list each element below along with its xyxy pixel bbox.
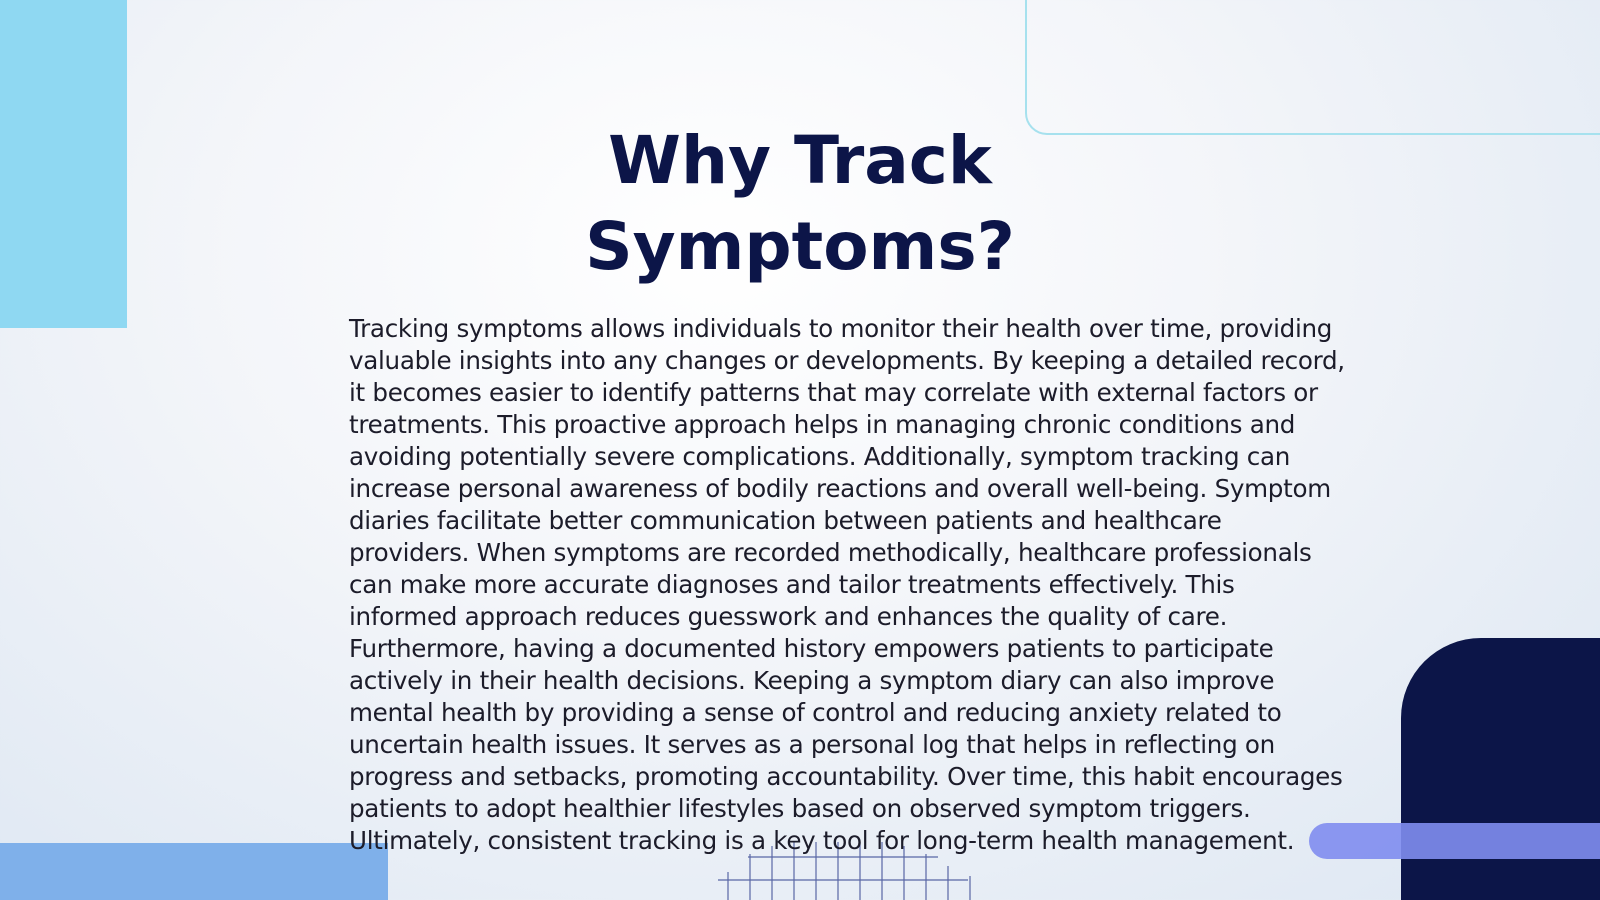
slide-body-text: Tracking symptoms allows individuals to monitor their health over time, providing valuable insights into any changes or developments. By keeping a detailed record, it becomes easier to identify patterns that may correlate with external factors or treatments. This proactive approach helps in managing chronic conditions and avoiding potentially severe complications. Additionally, symptom tracking can increase personal awareness of bodily reactions and overall well-being. Symptom diaries facilitate better communication between patients and healthcare providers. When symptoms are recorded methodically, healthcare professionals can make more accurate diagnoses and tailor treatments effectively. This informed approach reduces guesswork and enhances the quality of care. Furthermore, having a documented history empowers patients to participate actively in their health decisions. Keeping a symptom diary can also improve mental health by providing a sense of control and reducing anxiety related to uncertain health issues. It serves as a personal log that helps in reflecting on progress and setbacks, promoting accountability. Over time, this habit encourages patients to adopt healthier lifestyles based on observed symptom triggers. Ultimately, consistent tracking is a key tool for long-term health management.: [349, 314, 1345, 855]
slide-title: Why Track Symptoms?: [585, 122, 1015, 285]
decorative-pill-shape: [1309, 823, 1600, 859]
decorative-navy-block: [1401, 638, 1600, 900]
decorative-bottom-left-bar: [0, 843, 388, 900]
decorative-light-blue-block: [0, 0, 127, 328]
decorative-outline-frame: [1025, 0, 1600, 135]
